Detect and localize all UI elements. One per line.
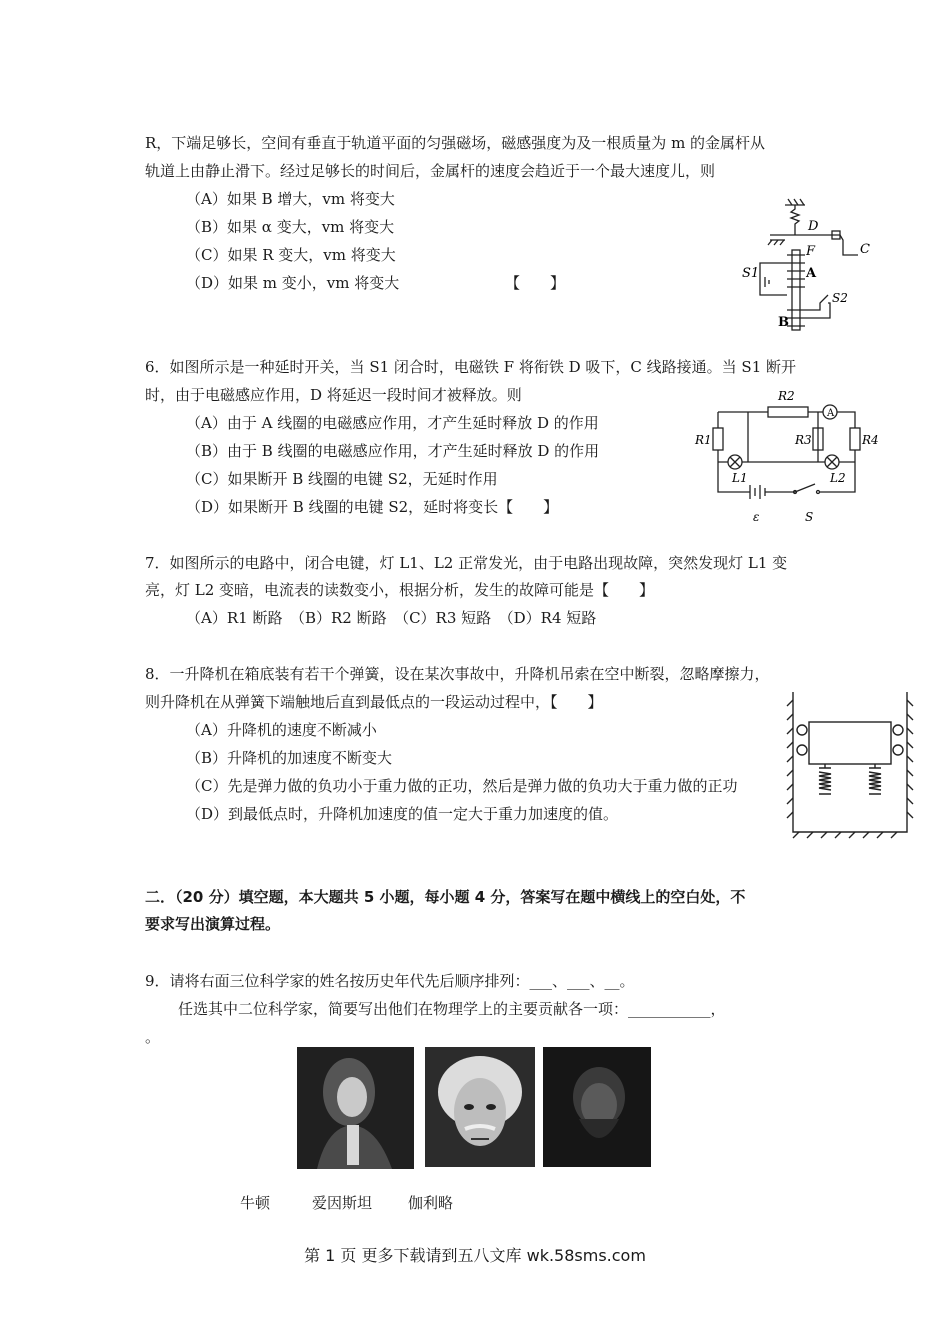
q6-option-b: （B）由于 B 线圈的电磁感应作用，才产生延时释放 D 的作用	[186, 442, 600, 460]
q5-option-a: （A）如果 B 增大，vm 将变大	[186, 190, 395, 208]
q5-option-c: （C）如果 R 变大，vm 将变大	[186, 246, 396, 264]
q7-line-1: 7．如图所示的电路中，闭合电键，灯 L1、L2 正常发光，由于电路出现故障，突然发现灯 L1 变	[145, 554, 788, 572]
q5-line-1: R，下端足够长，空间有垂直于轨道平面的匀强磁场，磁感强度为及一根质量为 m 的金属杆从	[145, 134, 766, 152]
elevator-figure	[785, 690, 915, 840]
q7-line-2: 亮，灯 L2 变暗，电流表的读数变小，根据分析，发生的故障可能是【 】	[145, 581, 655, 599]
q6-option-a: （A）由于 A 线圈的电磁感应作用，才产生延时释放 D 的作用	[186, 414, 599, 432]
page-footer: 第 1 页 更多下载请到五八文库 wk.58sms.com	[304, 1246, 646, 1265]
q6-option-c: （C）如果断开 B 线圈的电键 S2，无延时作用	[186, 470, 498, 488]
relay-label-s2: S2	[832, 291, 848, 305]
circuit-label-r2: R2	[778, 389, 795, 403]
relay-label-c: C	[860, 242, 870, 257]
circuit-label-r3: R3	[795, 433, 812, 447]
section-2-heading-line-2: 要求写出演算过程。	[145, 915, 281, 933]
circuit-label-l1: L1	[732, 471, 748, 485]
q9-line-2: 任选其中二位科学家，简要写出他们在物理学上的主要贡献各一项：___________，	[178, 1000, 726, 1018]
relay-label-d: D	[808, 219, 819, 234]
caption-einstein: 爱因斯坦	[312, 1194, 373, 1212]
q7-options: （A）R1 断路 （B）R2 断路 （C）R3 短路 （D）R4 短路	[186, 609, 597, 627]
q5-answer-bracket: 【 】	[505, 274, 566, 292]
caption-galileo: 伽利略	[408, 1194, 454, 1212]
circuit-figure	[690, 382, 879, 530]
einstein-portrait	[425, 1047, 535, 1167]
q8-option-a: （A）升降机的速度不断减小	[186, 721, 377, 739]
q6-option-d: （D）如果断开 B 线圈的电键 S2，延时将变长【 】	[186, 498, 559, 516]
galileo-portrait	[543, 1047, 651, 1167]
relay-label-f: F	[806, 244, 816, 259]
q8-option-b: （B）升降机的加速度不断变大	[186, 749, 393, 767]
relay-figure	[740, 195, 880, 335]
circuit-label-r4: R4	[862, 433, 879, 447]
section-2-heading-line-1: 二．（20 分）填空题，本大题共 5 小题，每小题 4 分，答案写在题中横线上的空白处，不	[145, 888, 746, 906]
relay-label-s1: S1	[742, 266, 760, 281]
relay-label-b: B	[778, 315, 789, 330]
q9-line-1: 9．请将右面三位科学家的姓名按历史年代先后顺序排列：___、___、__。	[145, 972, 635, 990]
q8-line-2: 则升降机在从弹簧下端触地后直到最低点的一段运动过程中，【 】	[145, 693, 603, 711]
q6-line-2: 时，由于电磁感应作用，D 将延迟一段时间才被释放。则	[145, 386, 522, 404]
q9-line-3: 。	[145, 1028, 161, 1046]
relay-label-a: A	[806, 266, 817, 281]
q6-line-1: 6．如图所示是一种延时开关，当 S1 闭合时，电磁铁 F 将衔铁 D 吸下，C 线路接通。当 S1 断开	[145, 358, 797, 376]
circuit-label-r1: R1	[695, 433, 712, 447]
newton-portrait	[297, 1047, 414, 1169]
q8-line-1: 8．一升降机在箱底装有若干个弹簧，设在某次事故中，升降机吊索在空中断裂，忽略摩擦力，	[145, 665, 770, 683]
circuit-label-l2: L2	[830, 471, 846, 485]
circuit-label-s: S	[805, 510, 814, 524]
q8-option-d: （D）到最低点时，升降机加速度的值一定大于重力加速度的值。	[186, 805, 619, 823]
caption-newton: 牛顿	[240, 1194, 271, 1212]
circuit-label-ammeter: A	[827, 408, 835, 419]
q5-option-d: （D）如果 m 变小，vm 将变大	[186, 274, 400, 292]
q8-option-c: （C）先是弹力做的负功小于重力做的正功，然后是弹力做的负功大于重力做的正功	[186, 777, 738, 795]
q5-line-2: 轨道上由静止滑下。经过足够长的时间后，金属杆的速度会趋近于一个最大速度儿，则	[145, 162, 716, 180]
q5-option-b: （B）如果 α 变大，vm 将变大	[186, 218, 395, 236]
circuit-label-emf: ε	[753, 510, 760, 524]
